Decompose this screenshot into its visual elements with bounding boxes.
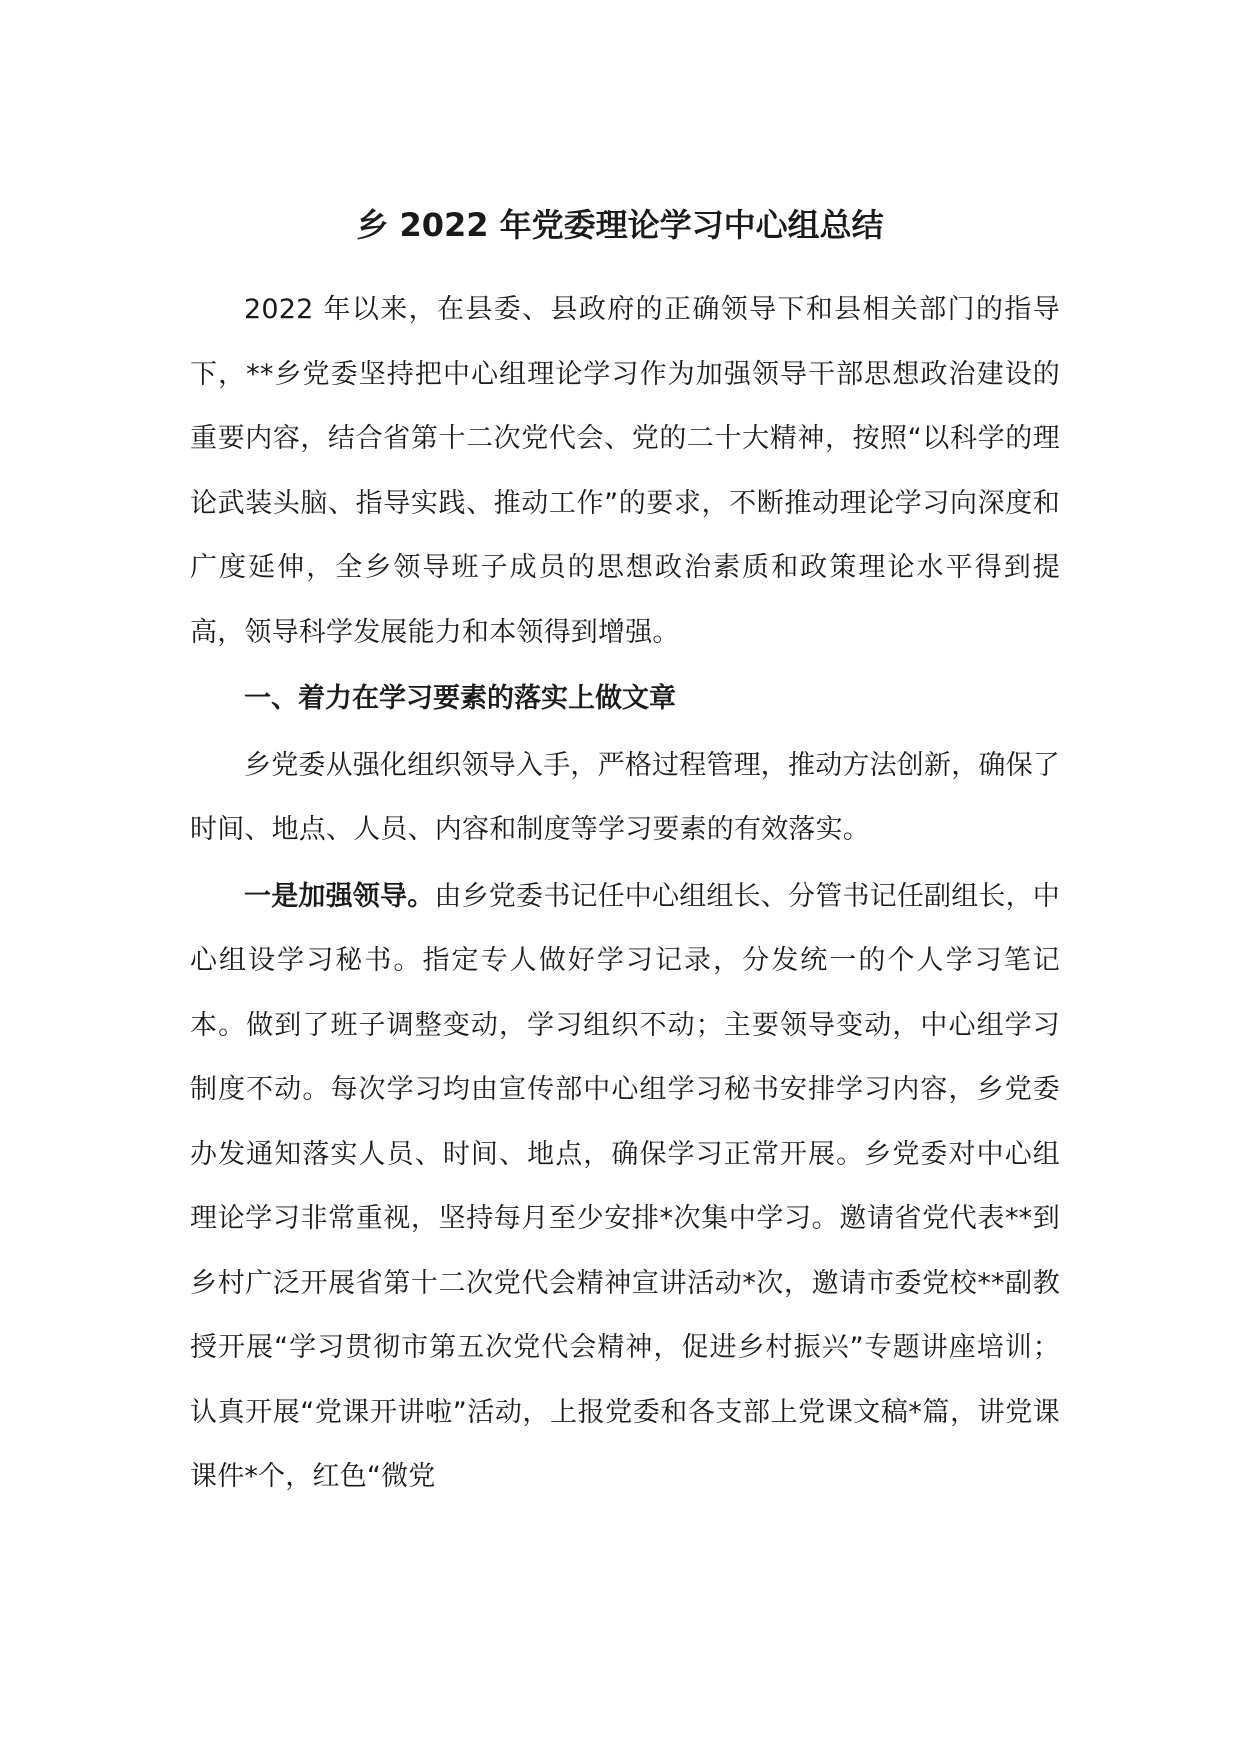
intro-paragraph: 2022 年以来，在县委、县政府的正确领导下和县相关部门的指导下，**乡党委坚持把中心组理论学习作为加强领导干部思想政治建设的重要内容，结合省第十二次党代会、党的二十大精神，按照“以科学的理论武装头脑、指导实践、推动工作”的要求，不断推动理论学习向深度和广度延伸，全乡领导班子成员的思想政治素质和政策理论水平得到提高，领导科学发展能力和本领得到增强。: [190, 294, 1060, 648]
document-title: 乡 2022 年党委理论学习中心组总结: [356, 206, 884, 244]
item-paragraph: [190, 865, 1060, 1510]
item-text: 由乡党委书记任中心组组长、分管书记任副组长，中心组设学习秘书。指定专人做好学习记录，分发统一的个人学习笔记本。做到了班子调整变动，学习组织不动；主要领导变动，中心组学习制度不动。每次学习均由宣传部中心组学习秘书安排学习内容，乡党委办发通知落实人员、时间、地点，确保学习正常开展。乡党委对中心组理论学习非常重视，坚持每月至少安排*次集中学习。邀请省党代表**到乡村广泛开展省第十二次党代会精神宣讲活动*次，邀请市委党校**副教授开展“学习贯彻市第五次党代会精神，促进乡村振兴”专题讲座培训；认真开展“党课开讲啦”活动，上报党委和各支部上党课文稿*篇，讲党课课件*个，红色“微党: [190, 880, 1061, 1492]
item-lead: 一是加强领导。: [244, 880, 435, 912]
section-heading: 一、着力在学习要素的落实上做文章: [244, 683, 676, 714]
section-summary-paragraph: 乡党委从强化组织领导入手，严格过程管理，推动方法创新，确保了时间、地点、人员、内容和制度等学习要素的有效落实。: [190, 749, 1060, 845]
document-body: [190, 278, 1060, 1510]
